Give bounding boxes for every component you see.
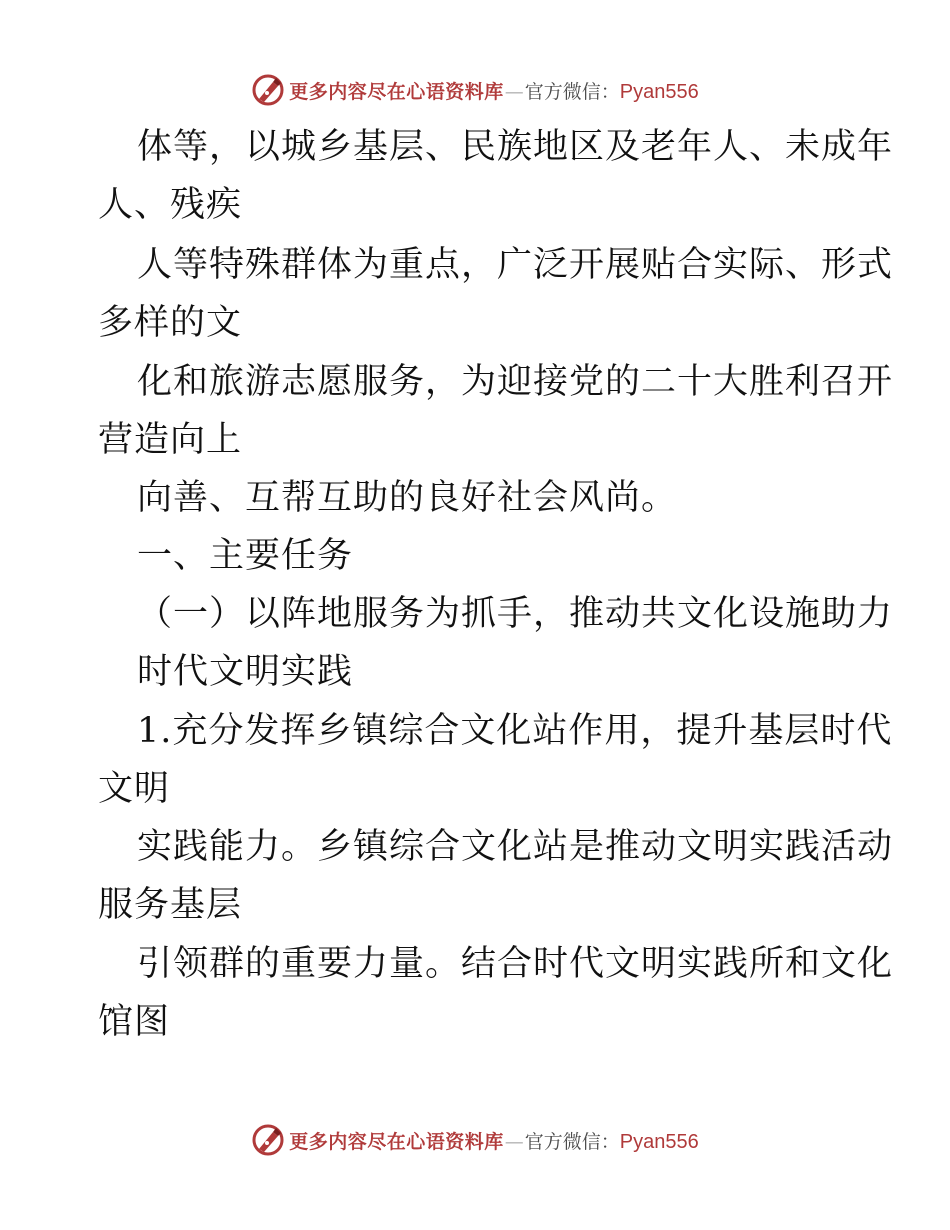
body-line: 1.充分发挥乡镇综合文化站作用，提升基层时代	[137, 711, 893, 751]
body-line: 人等特殊群体为重点，广泛开展贴合实际、形式	[137, 245, 894, 285]
body-line: 馆图	[98, 1002, 171, 1042]
banner-text	[289, 77, 699, 104]
body-line: 人、残疾	[98, 185, 243, 225]
banner-dash: —	[504, 80, 524, 103]
banner-text	[289, 1127, 699, 1154]
section-heading: 一、主要任务	[137, 536, 354, 576]
banner-wechat-label: 官方微信：	[524, 1130, 620, 1153]
banner-site-name: 更多内容尽在心语资料库	[289, 1130, 504, 1153]
banner-wechat-label: 官方微信：	[524, 80, 620, 103]
body-line: 引领群的重要力量。结合时代文明实践所和文化	[137, 944, 894, 984]
header-banner	[0, 70, 950, 110]
banner-site-name: 更多内容尽在心语资料库	[289, 80, 504, 103]
subsection-heading: （一）以阵地服务为抓手，推动共文化设施助力	[137, 594, 894, 634]
banner-wechat-handle: Pyan556	[619, 80, 699, 103]
footer-banner	[0, 1120, 950, 1160]
body-line: 多样的文	[98, 303, 243, 343]
body-line: 文明	[98, 769, 171, 809]
body-line: 向善、互帮互助的良好社会风尚。	[137, 478, 678, 518]
pen-nib-logo-icon	[251, 1123, 285, 1157]
subsection-heading-cont: 时代文明实践	[137, 652, 354, 692]
body-line: 服务基层	[98, 885, 243, 925]
body-line: 实践能力。乡镇综合文化站是推动文明实践活动	[137, 827, 894, 867]
banner-wechat-handle: Pyan556	[619, 1130, 699, 1153]
pen-nib-logo-icon	[251, 73, 285, 107]
body-line: 营造向上	[98, 420, 243, 460]
body-line: 体等，以城乡基层、民族地区及老年人、未成年	[137, 127, 894, 167]
body-line: 化和旅游志愿服务，为迎接党的二十大胜利召开	[137, 362, 894, 402]
banner-dash: —	[504, 1130, 524, 1153]
